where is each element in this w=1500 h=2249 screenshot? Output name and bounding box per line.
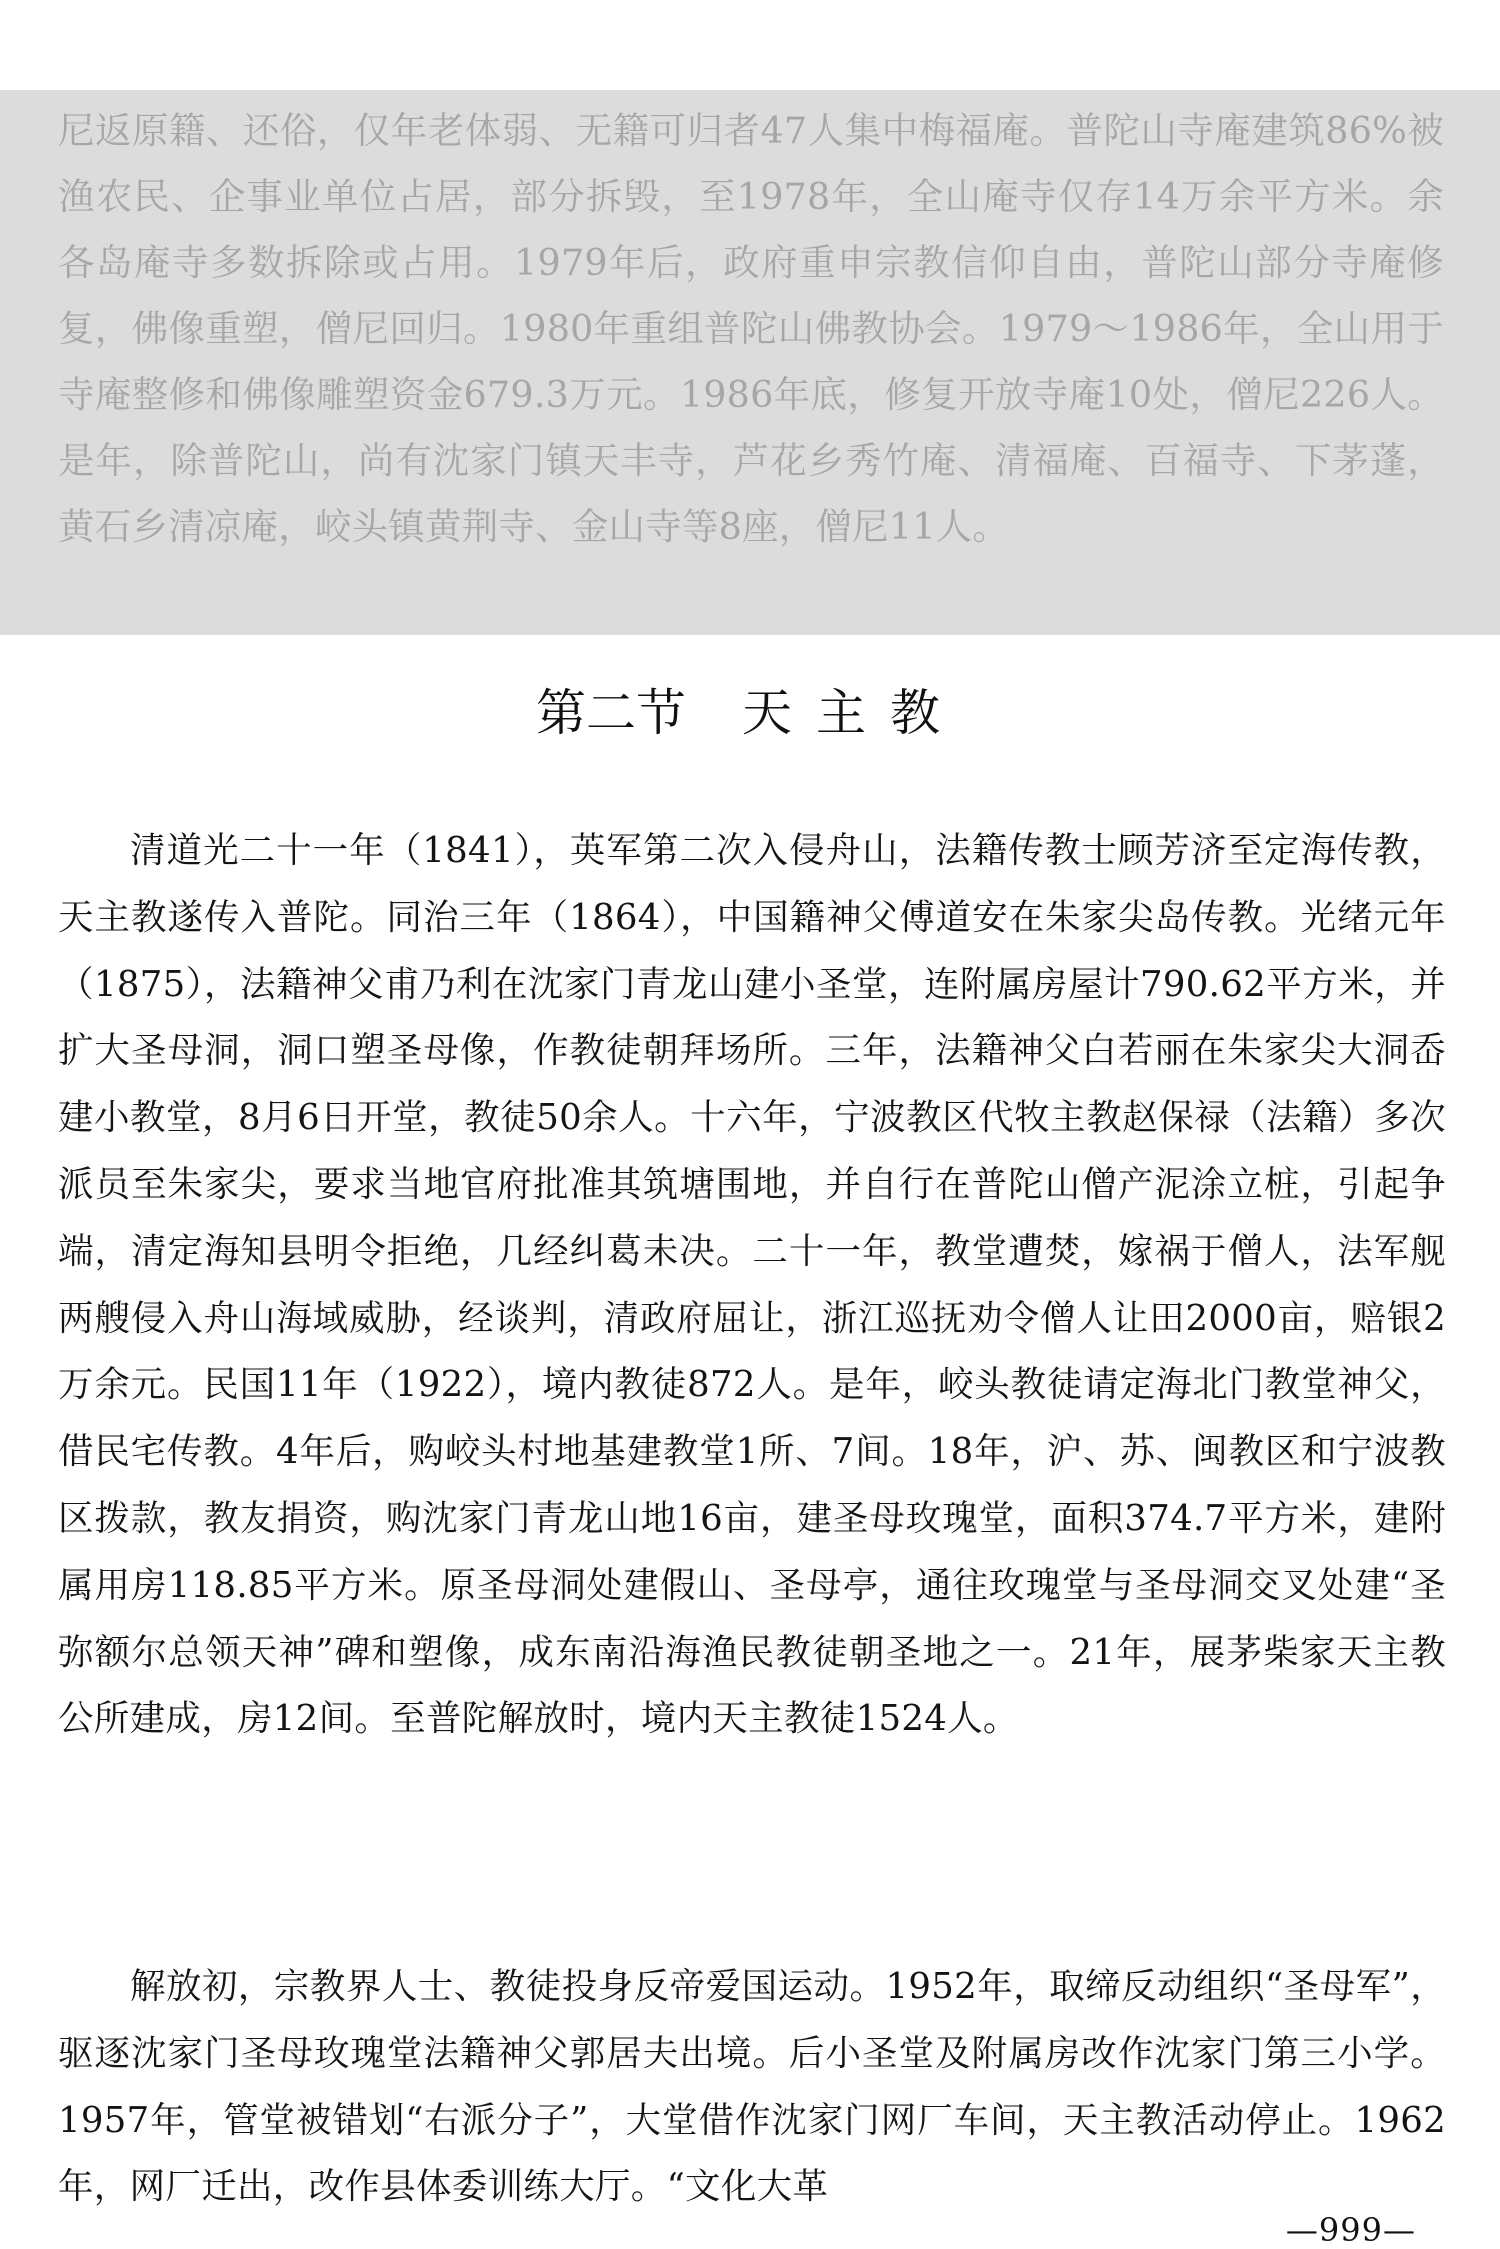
section-heading <box>0 680 1500 746</box>
page-number: —999— <box>1285 2211 1416 2249</box>
body-paragraph-post-liberation: 解放初，宗教界人士、教徒投身反帝爱国运动。1952年，取缔反动组织“圣母军”，驱逐沈家门圣母玫瑰堂法籍神父郭居夫出境。后小圣堂及附属房改作沈家门第三小学。1957年，管堂被错划“右派分子”，大堂借作沈家门网厂车间，天主教活动停止。1962年，网厂迁出，改作县体委训练大厅。“文化大革 <box>58 1966 1446 2208</box>
previous-section-excerpt: 尼返原籍、还俗，仅年老体弱、无籍可归者47人集中梅福庵。普陀山寺庵建筑86%被渔农民、企事业单位占居，部分拆毁，至1978年，全山庵寺仅存14万余平方米。余各岛庵寺多数拆除或占用。1979年后，政府重申宗教信仰自由，普陀山部分寺庵修复，佛像重塑，僧尼回归。1980年重组普陀山佛教协会。1979～1986年，全山用于寺庵整修和佛像雕塑资金679.3万元。1986年底，修复开放寺庵10处，僧尼226人。是年，除普陀山，尚有沈家门镇天丰寺，芦花乡秀竹庵、清福庵、百福寺、下茅蓬，黄石乡清凉庵，峧头镇黄荆寺、金山寺等8座，僧尼11人。 <box>58 109 1444 548</box>
section-title: 天主教 <box>742 684 964 742</box>
section-number: 第二节 <box>536 684 686 742</box>
body-paragraph-history: 清道光二十一年（1841），英军第二次入侵舟山，法籍传教士顾芳济至定海传教，天主教遂传入普陀。同治三年（1864），中国籍神父傅道安在朱家尖岛传教。光绪元年（1875），法籍神父甫乃利在沈家门青龙山建小圣堂，连附属房屋计790.62平方米，并扩大圣母洞，洞口塑圣母像，作教徒朝拜场所。三年，法籍神父白若丽在朱家尖大洞岙建小教堂，8月6日开堂，教徒50余人。十六年，宁波教区代牧主教赵保禄（法籍）多次派员至朱家尖，要求当地官府批准其筑塘围地，并自行在普陀山僧产泥涂立桩，引起争端，清定海知县明令拒绝，几经纠葛未决。二十一年，教堂遭焚，嫁祸于僧人，法军舰两艘侵入舟山海域威胁，经谈判，清政府屈让，浙江巡抚劝令僧人让田2000亩，赔银2万余元。民国11年（1922），境内教徒872人。是年，峧头教徒请定海北门教堂神父，借民宅传教。4年后，购峧头村地基建教堂1所、7间。18年，沪、苏、闽教区和宁波教区拨款，教友捐资，购沈家门青龙山地16亩，建圣母玫瑰堂，面积374.7平方米，建附属用房118.85平方米。原圣母洞处建假山、圣母亭，通往玫瑰堂与圣母洞交叉处建“圣弥额尔总领天神”碑和塑像，成东南沿海渔民教徒朝圣地之一。21年，展茅柴家天主教公所建成，房12间。至普陀解放时，境内天主教徒1524人。 <box>58 830 1446 1740</box>
